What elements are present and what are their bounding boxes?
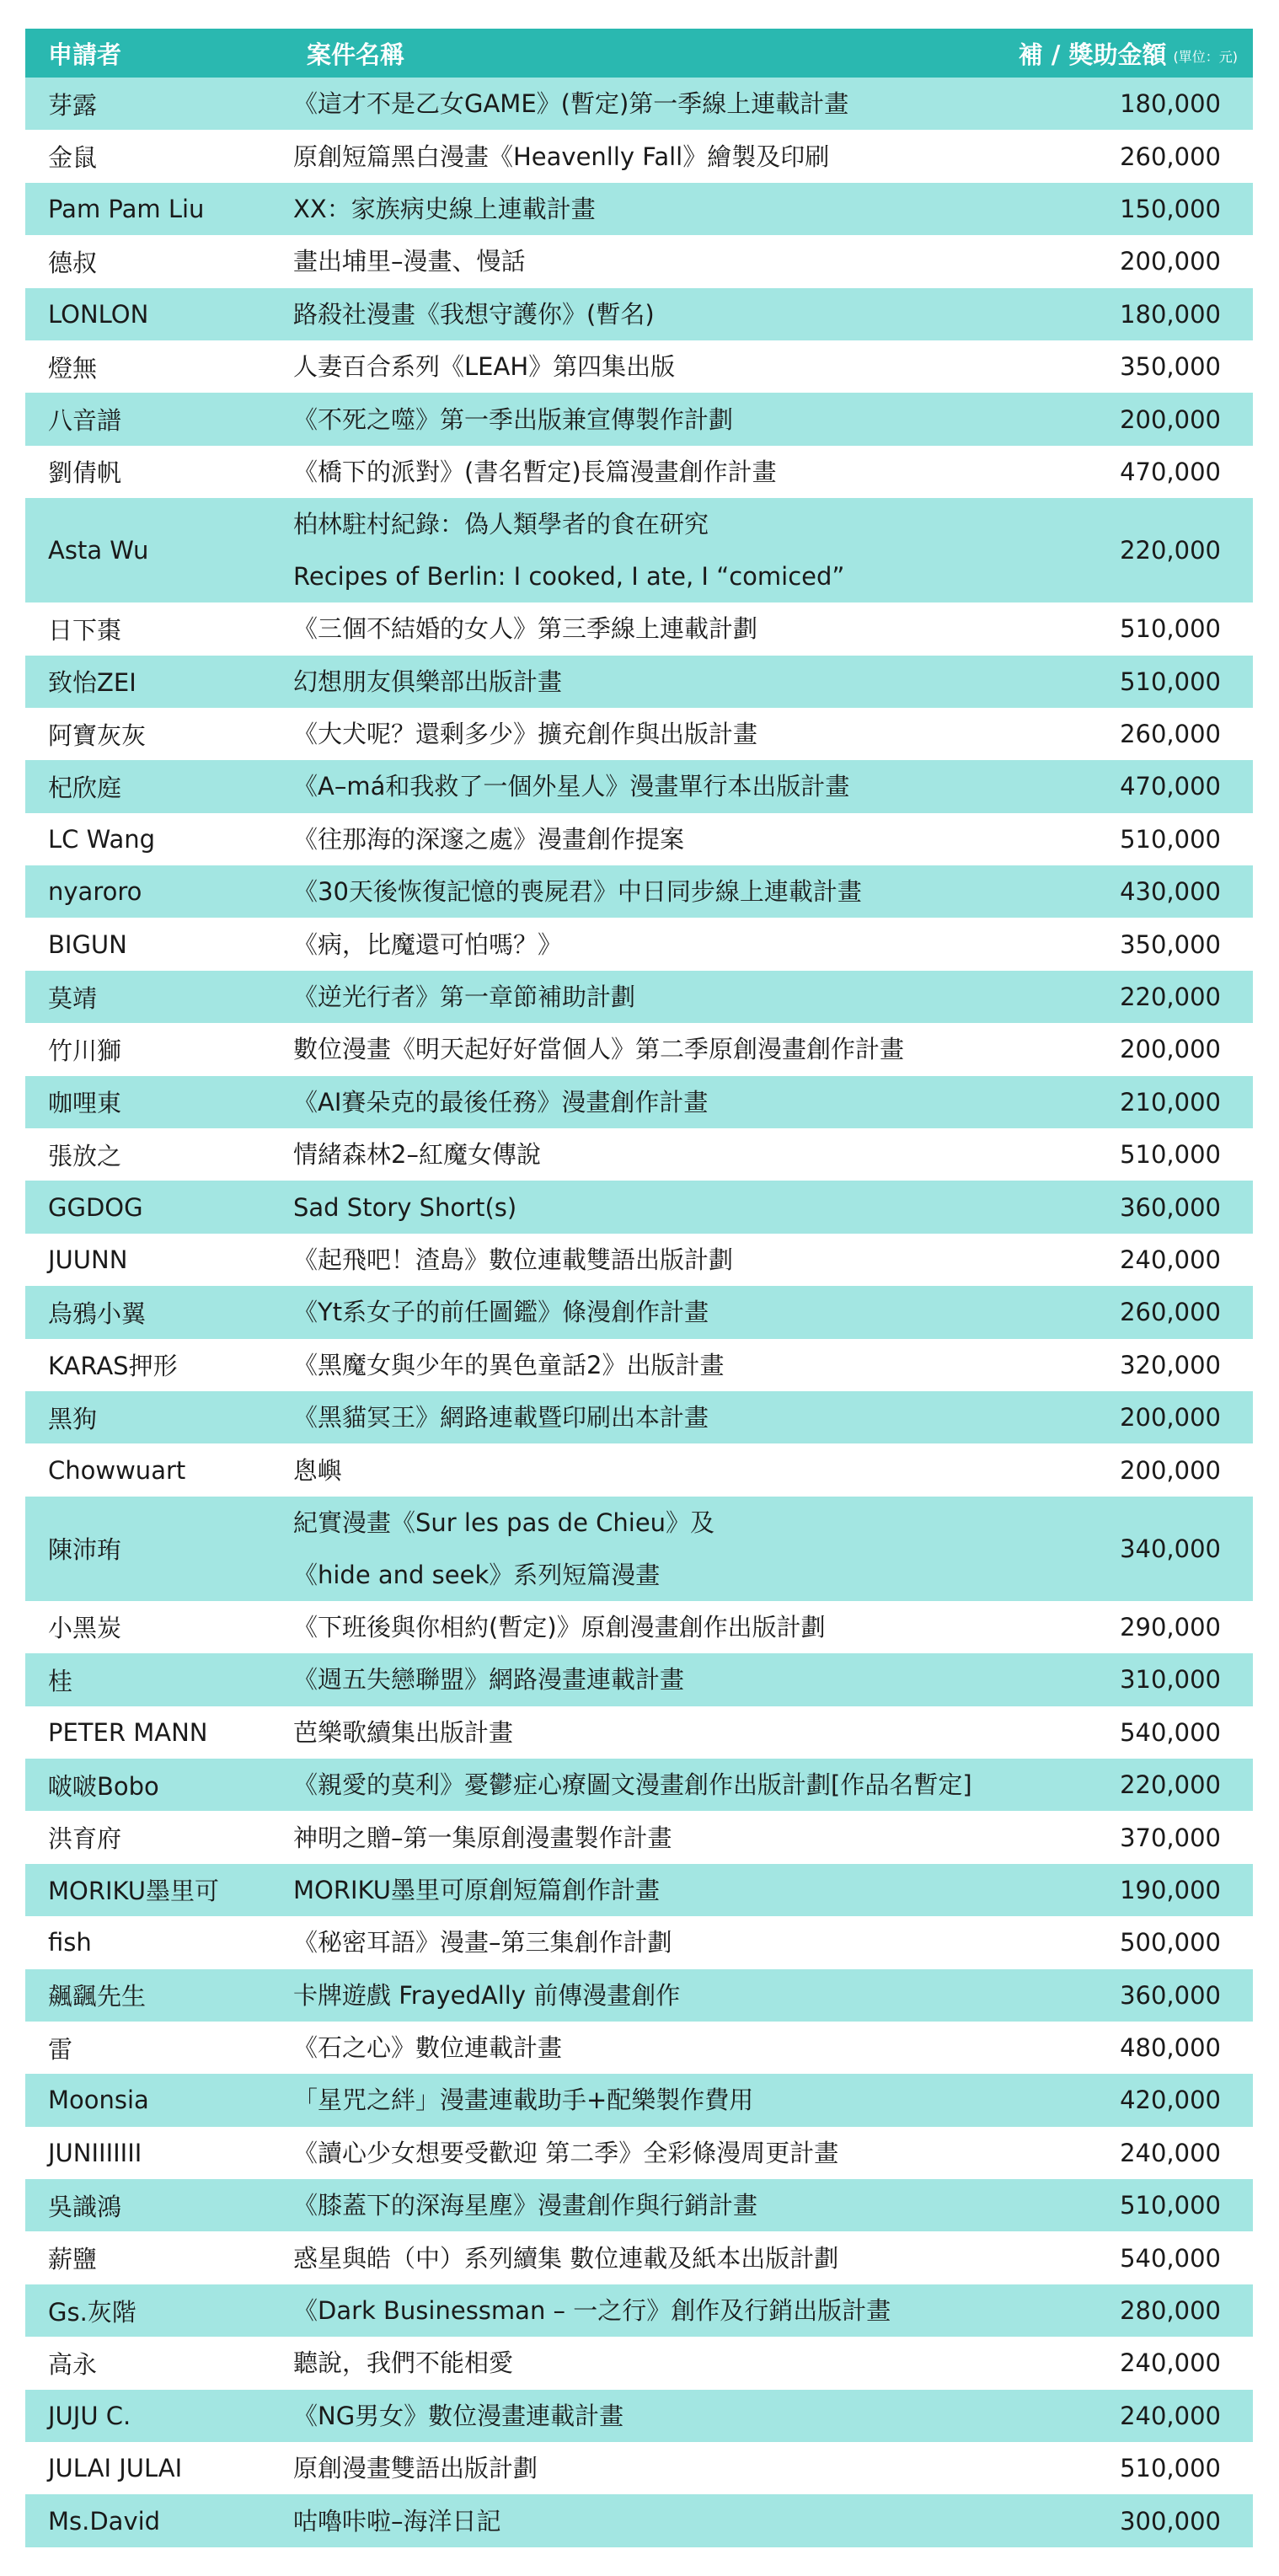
applicant-cell: 飆颻先生: [48, 1982, 147, 2011]
table-row: [25, 1023, 1253, 1075]
amount-cell: 190,000: [1120, 1875, 1221, 1904]
table-row: [25, 183, 1253, 235]
amount-cell: 470,000: [1120, 457, 1221, 486]
project-line: 《Yt系女子的前任圖鑑》條漫創作計畫: [293, 1298, 709, 1327]
amount-cell: 180,000: [1120, 89, 1221, 119]
applicant-cell: Gs.灰階: [48, 2297, 136, 2327]
table-row: [25, 2284, 1253, 2337]
project-cell: [293, 918, 562, 970]
amount-cell: 150,000: [1120, 194, 1221, 223]
applicant-cell: Asta Wu: [48, 536, 149, 565]
project-cell: [293, 1706, 513, 1759]
applicant-cell: 芽露: [48, 90, 98, 120]
applicant-cell: 高永: [48, 2349, 98, 2379]
table-row: [25, 1969, 1253, 2022]
table-row: [25, 2494, 1253, 2547]
project-line: 數位漫畫《明天起好好當個人》第二季原創漫畫創作計畫: [293, 1035, 905, 1064]
project-cell: [293, 760, 849, 812]
project-cell: [293, 2022, 562, 2074]
applicant-cell: JUJU C.: [48, 2401, 131, 2430]
amount-cell: 510,000: [1120, 2454, 1221, 2483]
applicant-cell: 八音譜: [48, 406, 122, 436]
project-cell: [293, 340, 675, 393]
table-row: [25, 393, 1253, 445]
table-row: [25, 1286, 1253, 1338]
applicant-cell: Pam Pam Liu: [48, 194, 205, 223]
amount-cell: 260,000: [1120, 1298, 1221, 1327]
table-row: [25, 2179, 1253, 2231]
table-row: [25, 602, 1253, 655]
project-line: 「星咒之絆」漫畫連載助手+配樂製作費用: [293, 2086, 754, 2115]
project-cell: [293, 602, 757, 655]
applicant-cell: 竹川獅: [48, 1036, 122, 1065]
applicant-cell: MORIKU墨里可: [48, 1877, 220, 1906]
applicant-cell: 杞欣庭: [48, 773, 122, 802]
table-row: [25, 1601, 1253, 1653]
amount-cell: 310,000: [1120, 1665, 1221, 1695]
amount-cell: 350,000: [1120, 352, 1221, 382]
project-line: 路殺社漫畫《我想守護你》(暫名): [293, 299, 655, 329]
table-row: [25, 865, 1253, 918]
project-cell: [293, 1128, 541, 1181]
project-line: 咕嚕咔啦–海洋日記: [293, 2506, 501, 2536]
project-line: 《這才不是乙女GAME》(暫定)第一季線上連載計畫: [293, 89, 849, 119]
table-header: [25, 29, 1253, 78]
amount-cell: 540,000: [1120, 1717, 1221, 1747]
project-line: 惑星與皓（中）系列續集 數位連載及紙本出版計劃: [293, 2243, 839, 2273]
table-row: [25, 1181, 1253, 1233]
applicant-cell: 小黑炭: [48, 1614, 122, 1643]
project-cell: [293, 2337, 513, 2389]
amount-cell: 430,000: [1120, 877, 1221, 907]
table-row: [25, 1864, 1253, 1916]
header-amount: [1019, 29, 1238, 78]
project-line: 《下班後與你相約(暫定)》原創漫畫創作出版計劃: [293, 1612, 826, 1641]
amount-cell: 510,000: [1120, 1140, 1221, 1170]
applicant-cell: 日下棗: [48, 615, 122, 645]
amount-cell: 510,000: [1120, 667, 1221, 696]
table-row: [25, 340, 1253, 393]
applicant-cell: 桂: [48, 1666, 73, 1695]
applicant-cell: PETER MANN: [48, 1717, 208, 1747]
amount-cell: 180,000: [1120, 299, 1221, 329]
applicant-cell: 咖哩東: [48, 1089, 122, 1118]
project-cell: [293, 1286, 709, 1338]
amount-cell: 510,000: [1120, 2191, 1221, 2220]
applicant-cell: 洪育府: [48, 1824, 122, 1854]
table-row: [25, 2337, 1253, 2389]
project-line: 《AI賽朵克的最後任務》漫畫創作計畫: [293, 1087, 709, 1117]
table-row: [25, 2022, 1253, 2074]
project-cell: [293, 1811, 672, 1863]
amount-cell: 200,000: [1120, 247, 1221, 276]
amount-cell: 200,000: [1120, 404, 1221, 434]
applicant-cell: 劉倩帆: [48, 458, 122, 488]
amount-cell: 500,000: [1120, 1928, 1221, 1957]
amount-cell: 320,000: [1120, 1350, 1221, 1379]
project-line: 《週五失戀聯盟》網路漫畫連載計畫: [293, 1665, 685, 1695]
applicant-cell: JUUNN: [48, 1245, 128, 1274]
table-row: [25, 78, 1253, 130]
project-line: 原創短篇黑白漫畫《Heavenlly Fall》繪製及印刷: [293, 142, 830, 171]
project-line: 《橋下的派對》(書名暫定)長篇漫畫創作計畫: [293, 457, 777, 486]
header-amount-label: 補 / 獎助金額: [1018, 40, 1167, 69]
applicant-cell: fish: [48, 1928, 92, 1957]
table-row: [25, 1916, 1253, 1968]
project-line: 《A–má和我救了一個外星人》漫畫單行本出版計畫: [293, 772, 850, 801]
table-row: [25, 971, 1253, 1023]
table-row: [25, 1339, 1253, 1391]
applicant-cell: 莫靖: [48, 983, 98, 1013]
project-line: 紀實漫畫《Sur les pas de Chieu》及: [293, 1508, 715, 1537]
amount-cell: 200,000: [1120, 1403, 1221, 1433]
project-line: 原創漫畫雙語出版計劃: [293, 2454, 538, 2483]
applicant-cell: 阿寶灰灰: [48, 720, 147, 750]
project-line: 《hide and seek》系列短篇漫畫: [293, 1560, 661, 1589]
header-project: 案件名稱: [307, 40, 405, 69]
project-line: 芭樂歌續集出版計畫: [293, 1717, 514, 1747]
header-amount-unit: (單位：元): [1173, 48, 1238, 65]
project-cell: [293, 1023, 904, 1075]
project-cell: [293, 1759, 972, 1811]
project-line: 《親愛的莫利》憂鬱症心療圖文漫畫創作出版計劃[作品名暫定]: [293, 1770, 972, 1800]
applicant-cell: LONLON: [48, 299, 149, 329]
amount-cell: 220,000: [1120, 983, 1221, 1012]
amount-cell: 290,000: [1120, 1612, 1221, 1641]
project-line: 《膝蓋下的深海星塵》漫畫創作與行銷計畫: [293, 2191, 758, 2220]
project-cell: [293, 1601, 826, 1653]
project-line: 神明之贈–第一集原創漫畫製作計畫: [293, 1823, 672, 1852]
project-cell: [293, 2179, 757, 2231]
project-cell: [293, 1916, 672, 1968]
amount-cell: 200,000: [1120, 1035, 1221, 1064]
applicant-cell: KARAS押形: [48, 1352, 178, 1381]
table-row: [25, 498, 1253, 602]
applicant-cell: 啵啵Bobo: [48, 1771, 159, 1801]
table-row: [25, 1234, 1253, 1286]
project-cell: [293, 2231, 838, 2284]
table-row: [25, 1653, 1253, 1706]
table-row: [25, 708, 1253, 760]
project-cell: [293, 1181, 516, 1233]
project-line: 《秘密耳語》漫畫–第三集創作計劃: [293, 1928, 672, 1957]
project-line: 《石之心》數位連載計畫: [293, 2033, 563, 2063]
project-cell: [293, 1969, 680, 2022]
amount-cell: 240,000: [1120, 2138, 1221, 2167]
amount-cell: 360,000: [1120, 1980, 1221, 2010]
project-cell: [293, 2074, 753, 2126]
amount-cell: 300,000: [1120, 2506, 1221, 2536]
table-row: [25, 1706, 1253, 1759]
project-line: 《黑魔女與少年的異色童話2》出版計畫: [293, 1350, 725, 1379]
applicant-cell: LC Wang: [48, 824, 156, 854]
applicant-cell: 烏鴉小翼: [48, 1299, 147, 1328]
project-cell: [293, 2390, 623, 2442]
project-line: 《Dark Businessman – 一之行》創作及行銷出版計畫: [293, 2296, 891, 2326]
project-cell: [293, 1497, 714, 1601]
amount-cell: 540,000: [1120, 2243, 1221, 2273]
project-cell: [293, 2442, 538, 2494]
project-line: 《讀心少女想要受歡迎 第二季》全彩條漫周更計畫: [293, 2138, 839, 2167]
table-row: [25, 918, 1253, 970]
table-row: [25, 2442, 1253, 2494]
table-row: [25, 1759, 1253, 1811]
applicant-cell: 黑狗: [48, 1404, 98, 1433]
project-cell: [293, 1653, 684, 1706]
project-cell: [293, 446, 777, 498]
table-row: [25, 813, 1253, 865]
applicant-cell: 吳識鴻: [48, 2192, 122, 2221]
project-line: XX：家族病史線上連載計畫: [293, 194, 596, 223]
project-cell: [293, 1391, 709, 1443]
project-line: 情緒森林2–紅魔女傳說: [293, 1140, 541, 1170]
table-row: [25, 2390, 1253, 2442]
amount-cell: 340,000: [1120, 1534, 1221, 1563]
project-cell: [293, 498, 844, 602]
amount-cell: 260,000: [1120, 142, 1221, 171]
amount-cell: 240,000: [1120, 2348, 1221, 2378]
amount-cell: 210,000: [1120, 1087, 1221, 1117]
project-line: 《三個不結婚的女人》第三季線上連載計劃: [293, 614, 758, 644]
applicant-cell: JUNIIIIIII: [48, 2138, 142, 2167]
project-cell: [293, 235, 526, 287]
applicant-cell: 張放之: [48, 1141, 122, 1170]
project-line: 聽說，我們不能相愛: [293, 2348, 514, 2378]
project-line: 畫出埔里–漫畫、慢話: [293, 247, 526, 276]
project-line: MORIKU墨里可原創短篇創作計畫: [293, 1875, 661, 1904]
table-row: [25, 1443, 1253, 1496]
project-cell: [293, 865, 862, 918]
amount-cell: 240,000: [1120, 2401, 1221, 2430]
table-row: [25, 656, 1253, 708]
project-cell: [293, 971, 635, 1023]
project-line: 卡牌遊戲 FrayedAlly 前傳漫畫創作: [293, 1980, 681, 2010]
applicant-cell: 致怡ZEI: [48, 668, 136, 698]
amount-cell: 260,000: [1120, 720, 1221, 749]
project-cell: [293, 183, 596, 235]
applicant-cell: 燈無: [48, 353, 98, 383]
applicant-cell: 薪鹽: [48, 2245, 98, 2274]
project-line: Recipes of Berlin: I cooked, I ate, I “comiced”: [293, 562, 845, 592]
table-row: [25, 2074, 1253, 2126]
amount-cell: 360,000: [1120, 1192, 1221, 1222]
table-row: [25, 130, 1253, 182]
table-row: [25, 2231, 1253, 2284]
project-line: Sad Story Short(s): [293, 1192, 517, 1222]
amount-cell: 370,000: [1120, 1823, 1221, 1852]
amount-cell: 420,000: [1120, 2086, 1221, 2115]
project-cell: [293, 78, 848, 130]
amount-cell: 200,000: [1120, 1455, 1221, 1485]
applicant-cell: Chowwuart: [48, 1455, 186, 1485]
applicant-cell: 金鼠: [48, 143, 98, 173]
project-cell: [293, 130, 829, 182]
header-applicant: 申請者: [48, 40, 122, 69]
table-row: [25, 1391, 1253, 1443]
table-row: [25, 1811, 1253, 1863]
project-line: 《逆光行者》第一章節補助計劃: [293, 983, 636, 1012]
applicant-cell: nyaroro: [48, 877, 142, 907]
project-cell: [293, 1443, 342, 1496]
project-line: 悤嶼: [293, 1455, 343, 1485]
amount-cell: 510,000: [1120, 614, 1221, 644]
amount-cell: 280,000: [1120, 2296, 1221, 2326]
project-line: 《黑貓冥王》網路連載暨印刷出本計畫: [293, 1403, 709, 1433]
applicant-cell: Moonsia: [48, 2086, 149, 2115]
project-line: 人妻百合系列《LEAH》第四集出版: [293, 352, 676, 382]
table-row: [25, 235, 1253, 287]
applicant-cell: 德叔: [48, 248, 98, 277]
table-row: [25, 760, 1253, 812]
table-row: [25, 446, 1253, 498]
project-line: 柏林駐村紀錄：偽人類學者的食在研究: [293, 510, 709, 539]
applicant-cell: GGDOG: [48, 1192, 143, 1222]
amount-cell: 480,000: [1120, 2033, 1221, 2063]
table-row: [25, 1128, 1253, 1181]
project-cell: [293, 288, 655, 340]
amount-cell: 220,000: [1120, 536, 1221, 565]
project-line: 《30天後恢復記憶的喪屍君》中日同步線上連載計畫: [293, 877, 862, 907]
project-cell: [293, 2494, 501, 2547]
table-row: [25, 2127, 1253, 2179]
applicant-cell: 陳沛珛: [48, 1535, 122, 1565]
project-line: 《不死之噬》第一季出版兼宣傳製作計劃: [293, 404, 734, 434]
project-line: 幻想朋友俱樂部出版計畫: [293, 667, 563, 696]
amount-cell: 220,000: [1120, 1770, 1221, 1800]
applicant-cell: JULAI JULAI: [48, 2454, 183, 2483]
amount-cell: 240,000: [1120, 1245, 1221, 1274]
project-cell: [293, 393, 733, 445]
applicant-cell: BIGUN: [48, 929, 127, 959]
project-line: 《往那海的深邃之處》漫畫創作提案: [293, 824, 685, 854]
amount-cell: 510,000: [1120, 824, 1221, 854]
project-cell: [293, 656, 562, 708]
project-cell: [293, 2127, 838, 2179]
grant-table: [25, 29, 1253, 2547]
project-cell: [293, 1864, 660, 1916]
table-row: [25, 1497, 1253, 1601]
project-line: 《起飛吧！渣島》數位連載雙語出版計劃: [293, 1245, 734, 1274]
project-cell: [293, 708, 757, 760]
applicant-cell: Ms.David: [48, 2506, 161, 2536]
project-line: 《NG男女》數位漫畫連載計畫: [293, 2401, 624, 2430]
project-cell: [293, 1339, 724, 1391]
project-cell: [293, 1234, 733, 1286]
table-row: [25, 288, 1253, 340]
project-line: 《病，比魔還可怕嗎？》: [293, 929, 563, 959]
amount-cell: 350,000: [1120, 929, 1221, 959]
applicant-cell: 雷: [48, 2034, 73, 2064]
table-body: [25, 78, 1253, 2547]
project-cell: [293, 1076, 708, 1128]
project-line: 《大犬呢？還剩多少》擴充創作與出版計畫: [293, 720, 758, 749]
project-cell: [293, 2284, 891, 2337]
table-row: [25, 1076, 1253, 1128]
amount-cell: 470,000: [1120, 772, 1221, 801]
project-cell: [293, 813, 684, 865]
